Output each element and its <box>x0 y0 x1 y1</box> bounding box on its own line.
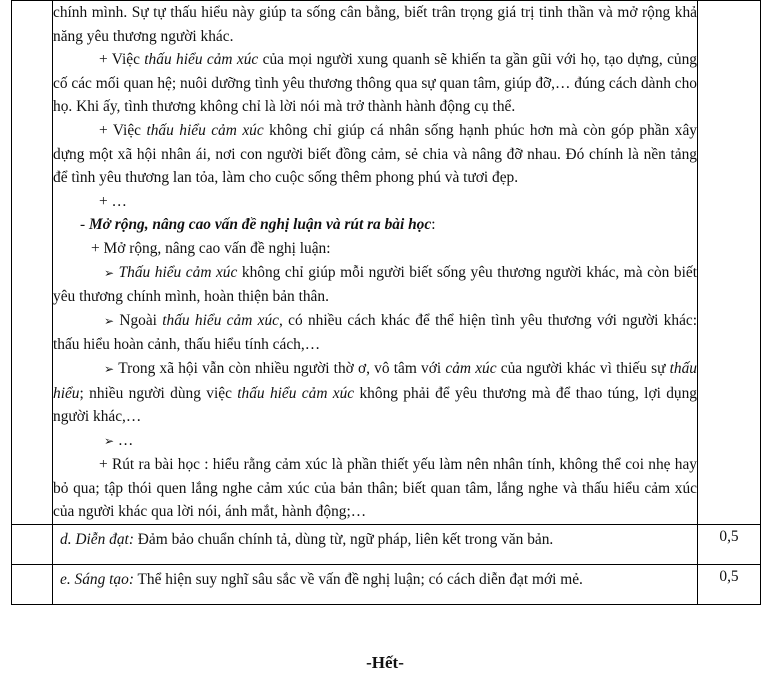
arrow-bullet-icon: ➢ <box>104 313 120 328</box>
criterion-text: Thể hiện suy nghĩ sâu sắc về vấn đề nghị luận; có cách diễn đạt mới mẻ. <box>133 571 583 589</box>
section-heading: - Mở rộng, nâng cao vấn đề nghị luận và rút ra bài học: <box>80 216 436 234</box>
bullet-item: ➢ … <box>104 431 134 449</box>
criterion-cell <box>53 565 698 605</box>
bullet-item: ➢ Trong xã hội vẫn còn nhiều người thờ ơ, vô tâm với cảm xúc của người khác vì thiếu sự thấu hiểu; nhiều người dùng việc thấu hiểu cảm xúc không phải để yêu thương mà để thao túng, lợi dụng người khác,… <box>53 359 697 426</box>
arrow-bullet-icon: ➢ <box>104 265 119 280</box>
end-marker: -Hết- <box>366 653 404 672</box>
bullet-item: ➢ Ngoài thấu hiểu cảm xúc, có nhiều cách khác để thể hiện tình yêu thương với người khác: thấu hiểu hoàn cảnh, thấu hiểu tính cách,… <box>53 311 698 354</box>
bullet-item: ➢ Thấu hiểu cảm xúc không chỉ giúp mỗi người biết sống yêu thương người khác, mà còn biết yêu thương chính mình, hoàn thiện bản thân. <box>53 263 697 306</box>
score-value: 0,5 <box>698 565 761 605</box>
empty-left-cell <box>12 1 53 525</box>
paragraph: + Việc thấu hiểu cảm xúc của mọi người xung quanh sẽ khiến ta gần gũi với họ, tạo dựng, củng cố các mối quan hệ; nuôi dưỡng tình yêu thương thông qua sự quan tâm, giúp đỡ,… đúng cách dành cho họ. Khi ấy, tình thương không chỉ là lời nói mà trở thành hành động cụ thể. <box>53 51 697 116</box>
paragraph: chính mình. Sự tự thấu hiểu này giúp ta sống cân bằng, biết trân trọng giá trị tinh thần và mở rộng khả năng yêu thương người khác. <box>53 4 697 45</box>
paragraph: + … <box>99 192 127 210</box>
criterion-row-d <box>12 525 761 565</box>
empty-left-cell <box>12 565 53 605</box>
paragraph: + Mở rộng, nâng cao vấn đề nghị luận: <box>91 239 331 257</box>
criterion-label: e. Sáng tạo: <box>60 571 134 589</box>
arrow-bullet-icon: ➢ <box>104 433 118 448</box>
criterion-label: d. Diễn đạt: <box>60 531 134 549</box>
content-cell <box>53 1 698 525</box>
empty-left-cell <box>12 525 53 565</box>
score-value: 0,5 <box>698 525 761 565</box>
criterion-row-e <box>12 565 761 605</box>
criterion-cell <box>53 525 698 565</box>
criterion-text: Đảm bảo chuẩn chính tả, dùng từ, ngữ pháp, liên kết trong văn bản. <box>133 531 554 549</box>
content-row <box>12 1 761 525</box>
empty-score-cell <box>698 1 761 525</box>
arrow-bullet-icon: ➢ <box>104 361 119 376</box>
paragraph: + Việc thấu hiểu cảm xúc không chỉ giúp cá nhân sống hạnh phúc hơn mà còn góp phần xây dựng một xã hội nhân ái, nơi con người biết đồng cảm, sẻ chia và nâng đỡ nhau. Đó chính là nền tảng để tình yêu thương lan tỏa, làm cho cuộc sống thêm phong phú và tươi đẹp. <box>53 121 697 187</box>
paragraph: + Rút ra bài học : hiểu rằng cảm xúc là phần thiết yếu làm nên nhân tính, không thể coi nhẹ hay bỏ qua; tập thói quen lắng nghe cảm xúc của bản thân; biết quan tâm, lắng nghe và thấu hiểu cảm xúc của người khác qua lời nói, ánh mắt, hành động;… <box>53 456 697 521</box>
scoring-table <box>11 0 761 605</box>
